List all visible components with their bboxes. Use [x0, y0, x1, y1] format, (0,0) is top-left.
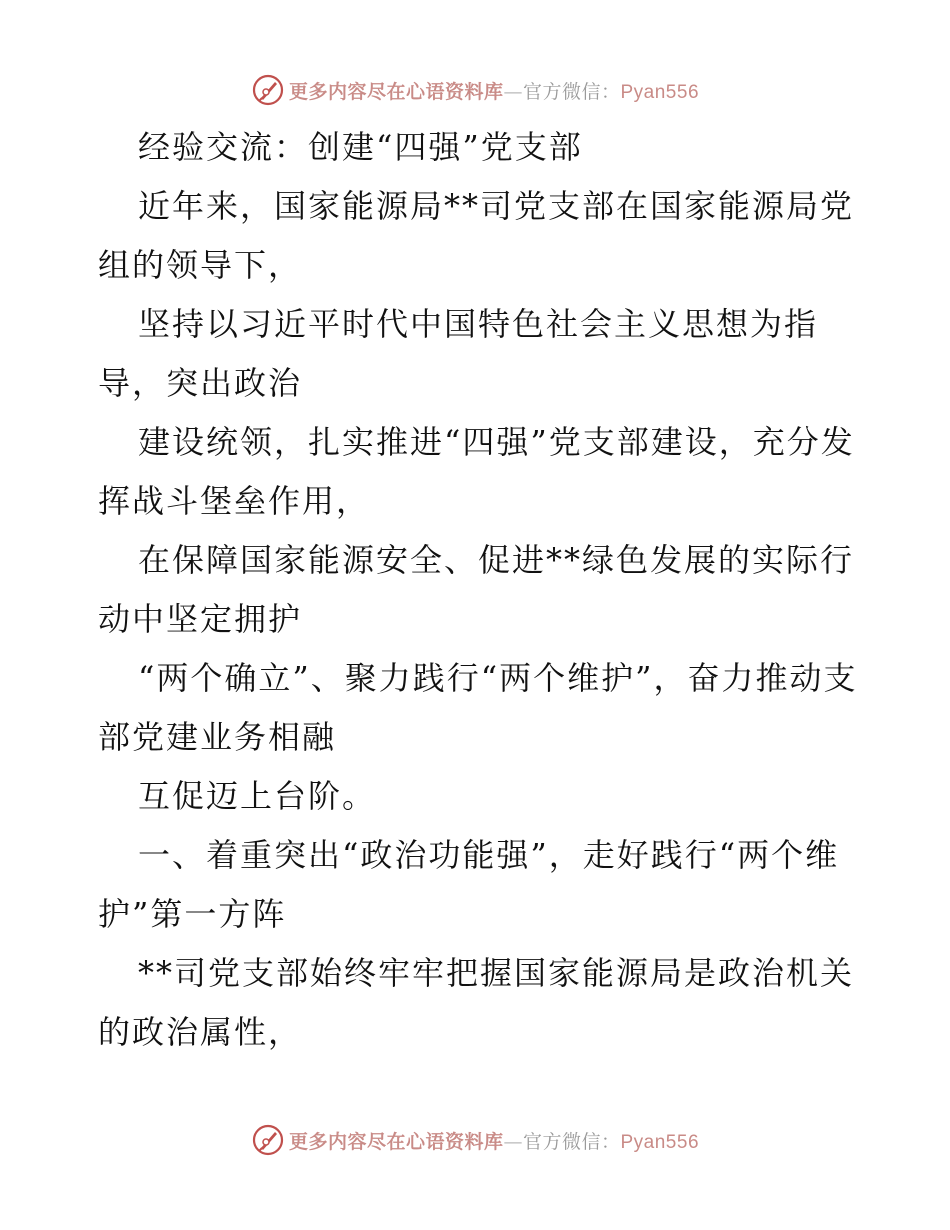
- paragraph: 建设统领，扎实推进“四强”党支部建设，充分发挥战斗堡垒作用，: [98, 423, 855, 520]
- paragraph: “两个确立”、聚力践行“两个维护”，奋力推动支部党建业务相融: [98, 659, 858, 756]
- paragraph: 互促迈上台阶。: [138, 777, 377, 815]
- header-watermark: [0, 70, 950, 110]
- paragraph: 坚持以习近平时代中国特色社会主义思想为指导，突出政治: [98, 305, 819, 402]
- quill-pen-logo-icon: [251, 1123, 285, 1157]
- quill-pen-logo-icon: [251, 73, 285, 107]
- paragraph: 在保障国家能源安全、促进**绿色发展的实际行动中坚定拥护: [98, 541, 855, 638]
- watermark-text: 更多内容尽在心语资料库—官方微信：Pyan556: [288, 80, 700, 103]
- document-title: 经验交流：创建“四强”党支部: [138, 128, 583, 166]
- paragraph: **司党支部始终牢牢把握国家能源局是政治机关的政治属性，: [98, 954, 855, 1051]
- section-heading: 一、着重突出“政治功能强”，走好践行“两个维护”第一方阵: [98, 836, 840, 933]
- footer-watermark: [0, 1120, 950, 1160]
- paragraph: 近年来，国家能源局**司党支部在国家能源局党组的领导下，: [98, 187, 855, 284]
- watermark-text: 更多内容尽在心语资料库—官方微信：Pyan556: [288, 1130, 700, 1153]
- document-body: [98, 118, 858, 1062]
